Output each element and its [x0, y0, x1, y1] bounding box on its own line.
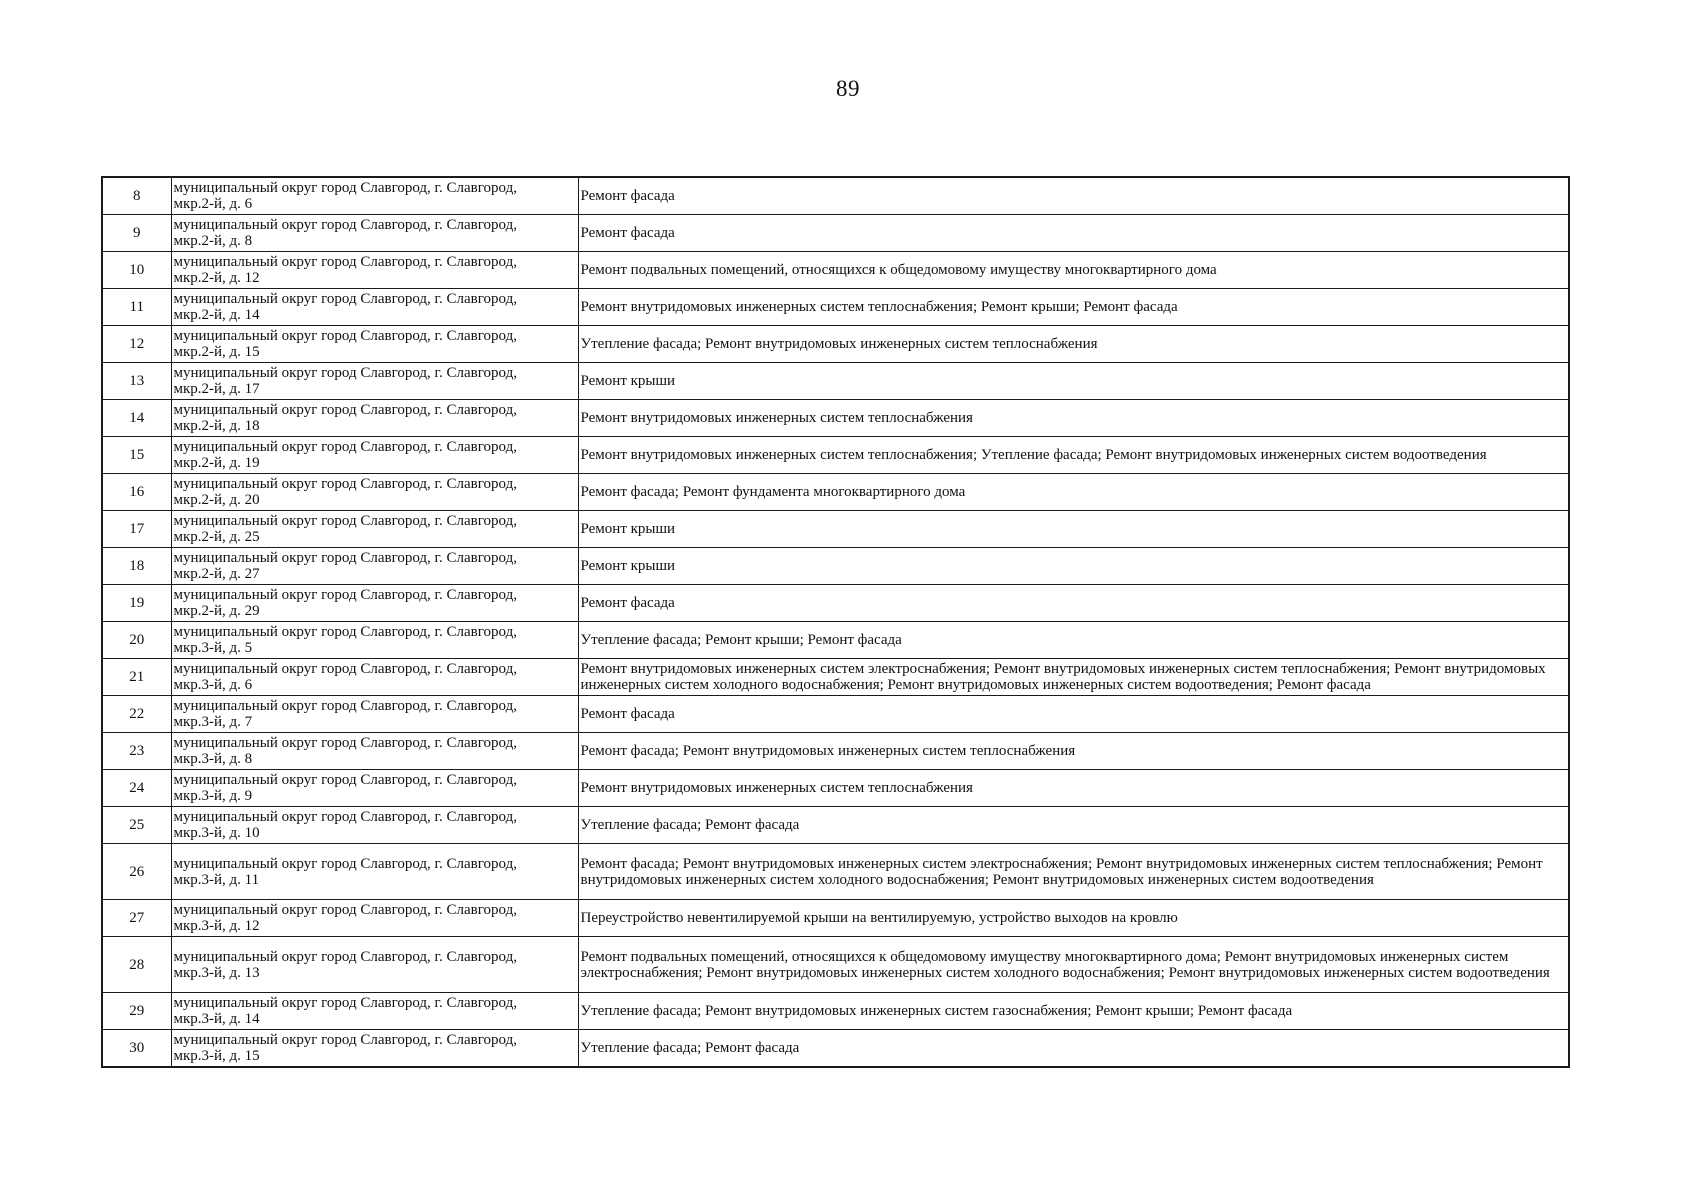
- address-line-1: муниципальный округ город Славгород, г. Славгород,: [173, 698, 517, 714]
- address-cell: [171, 474, 578, 511]
- table-row: [102, 363, 1569, 400]
- works-cell: [578, 585, 1569, 622]
- row-number: 11: [102, 289, 171, 326]
- works-text: Ремонт внутридомовых инженерных систем теплоснабжения; Утепление фасада; Ремонт внутридомовых инженерных систем водоотведения: [580, 447, 1487, 463]
- table-row: [102, 770, 1569, 807]
- works-text: Ремонт фасада: [580, 595, 675, 611]
- address-cell: [171, 585, 578, 622]
- address-cell: [171, 215, 578, 252]
- works-cell: [578, 844, 1569, 900]
- works-cell: [578, 511, 1569, 548]
- table-row: [102, 844, 1569, 900]
- table-row: [102, 400, 1569, 437]
- works-cell: [578, 696, 1569, 733]
- works-cell: [578, 252, 1569, 289]
- works-text: Ремонт подвальных помещений, относящихся к общедомовому имуществу многоквартирного дома: [580, 262, 1217, 278]
- works-text: Ремонт фасада: [580, 188, 675, 204]
- address-line-1: муниципальный округ город Славгород, г. Славгород,: [173, 902, 517, 918]
- row-number: 10: [102, 252, 171, 289]
- address-cell: [171, 659, 578, 696]
- works-cell: [578, 437, 1569, 474]
- address-cell: [171, 1030, 578, 1068]
- address-line-2: мкр.3-й, д. 7: [173, 714, 253, 730]
- row-number: 15: [102, 437, 171, 474]
- works-cell: [578, 400, 1569, 437]
- address-line-2: мкр.3-й, д. 8: [173, 751, 253, 767]
- repair-works-table: [101, 176, 1570, 1068]
- works-text: Ремонт фасада: [580, 225, 675, 241]
- works-text: Ремонт фасада: [580, 706, 675, 722]
- works-text: Утепление фасада; Ремонт фасада: [580, 817, 800, 833]
- works-text: Ремонт крыши: [580, 373, 676, 389]
- works-text: Ремонт внутридомовых инженерных систем теплоснабжения; Ремонт крыши; Ремонт фасада: [580, 299, 1178, 315]
- row-number: 14: [102, 400, 171, 437]
- address-line-1: муниципальный округ город Славгород, г. Славгород,: [173, 328, 517, 344]
- table-row: [102, 215, 1569, 252]
- row-number: 24: [102, 770, 171, 807]
- works-text: Ремонт крыши: [580, 521, 676, 537]
- address-line-2: мкр.2-й, д. 27: [173, 566, 260, 582]
- row-number: 27: [102, 900, 171, 937]
- works-cell: [578, 659, 1569, 696]
- table-row: [102, 252, 1569, 289]
- row-number: 13: [102, 363, 171, 400]
- address-line-1: муниципальный округ город Славгород, г. Славгород,: [173, 439, 517, 455]
- row-number: 29: [102, 993, 171, 1030]
- works-cell: [578, 993, 1569, 1030]
- works-text: Утепление фасада; Ремонт фасада: [580, 1040, 800, 1056]
- works-cell: [578, 177, 1569, 215]
- row-number: 21: [102, 659, 171, 696]
- table-body: [102, 177, 1569, 1067]
- address-line-1: муниципальный округ город Славгород, г. Славгород,: [173, 180, 517, 196]
- address-cell: [171, 326, 578, 363]
- works-cell: [578, 289, 1569, 326]
- address-cell: [171, 844, 578, 900]
- address-line-1: муниципальный округ город Славгород, г. Славгород,: [173, 513, 517, 529]
- works-cell: [578, 1030, 1569, 1068]
- table-row: [102, 326, 1569, 363]
- table-row: [102, 993, 1569, 1030]
- works-cell: [578, 326, 1569, 363]
- address-line-2: мкр.2-й, д. 17: [173, 381, 260, 397]
- row-number: 23: [102, 733, 171, 770]
- address-line-2: мкр.2-й, д. 6: [173, 196, 253, 212]
- row-number: 17: [102, 511, 171, 548]
- page-number: 89: [836, 76, 860, 101]
- works-text: Переустройство невентилируемой крыши на вентилируемую, устройство выходов на кровлю: [580, 910, 1178, 926]
- address-cell: [171, 252, 578, 289]
- table-row: [102, 937, 1569, 993]
- address-line-2: мкр.2-й, д. 20: [173, 492, 260, 508]
- address-line-2: мкр.2-й, д. 15: [173, 344, 260, 360]
- works-text: Ремонт подвальных помещений, относящихся к общедомовому имуществу многоквартирного дома; Ремонт внутридомовых инженерных систем электроснабжения; Ремонт внутридомовых инженерных систем холодного водоснабжения; Ремонт внутридомовых инженерных систем водоотведения: [580, 948, 1550, 981]
- row-number: 22: [102, 696, 171, 733]
- table-row: [102, 437, 1569, 474]
- row-number: 16: [102, 474, 171, 511]
- address-line-2: мкр.3-й, д. 5: [173, 640, 253, 656]
- table-row: [102, 733, 1569, 770]
- address-line-1: муниципальный округ город Славгород, г. Славгород,: [173, 365, 517, 381]
- row-number: 9: [102, 215, 171, 252]
- works-cell: [578, 548, 1569, 585]
- address-line-2: мкр.3-й, д. 9: [173, 788, 253, 804]
- works-text: Утепление фасада; Ремонт внутридомовых инженерных систем теплоснабжения: [580, 336, 1098, 352]
- row-number: 30: [102, 1030, 171, 1068]
- row-number: 12: [102, 326, 171, 363]
- table-row: [102, 900, 1569, 937]
- row-number: 26: [102, 844, 171, 900]
- address-line-1: муниципальный округ город Славгород, г. Славгород,: [173, 587, 517, 603]
- works-text: Ремонт внутридомовых инженерных систем электроснабжения; Ремонт внутридомовых инженерных систем теплоснабжения; Ремонт внутридомовых инженерных систем холодного водоснабжения; Ремонт внутридомовых инженерных систем водоотведения; Ремонт фасада: [580, 661, 1546, 693]
- table-row: [102, 696, 1569, 733]
- address-line-1: муниципальный округ город Славгород, г. Славгород,: [173, 291, 517, 307]
- address-cell: [171, 548, 578, 585]
- address-line-2: мкр.2-й, д. 12: [173, 270, 260, 286]
- address-line-2: мкр.3-й, д. 15: [173, 1048, 260, 1064]
- address-line-2: мкр.2-й, д. 29: [173, 603, 260, 619]
- address-cell: [171, 437, 578, 474]
- address-cell: [171, 993, 578, 1030]
- works-cell: [578, 363, 1569, 400]
- address-line-1: муниципальный округ город Славгород, г. Славгород,: [173, 995, 517, 1011]
- address-line-2: мкр.2-й, д. 8: [173, 233, 253, 249]
- address-cell: [171, 622, 578, 659]
- table-row: [102, 585, 1569, 622]
- table-row: [102, 807, 1569, 844]
- row-number: 28: [102, 937, 171, 993]
- table-row: [102, 1030, 1569, 1068]
- table-row: [102, 474, 1569, 511]
- works-cell: [578, 215, 1569, 252]
- works-text: Утепление фасада; Ремонт внутридомовых инженерных систем газоснабжения; Ремонт крыши; Ремонт фасада: [580, 1003, 1293, 1019]
- table-row: [102, 177, 1569, 215]
- address-cell: [171, 696, 578, 733]
- address-line-2: мкр.2-й, д. 14: [173, 307, 260, 323]
- address-line-1: муниципальный округ город Славгород, г. Славгород,: [173, 402, 517, 418]
- works-text: Ремонт внутридомовых инженерных систем теплоснабжения: [580, 410, 973, 426]
- address-line-1: муниципальный округ город Славгород, г. Славгород,: [173, 1032, 517, 1048]
- address-line-1: муниципальный округ город Славгород, г. Славгород,: [173, 624, 517, 640]
- works-cell: [578, 474, 1569, 511]
- address-line-1: муниципальный округ город Славгород, г. Славгород,: [173, 772, 517, 788]
- works-text: Ремонт фасада; Ремонт фундамента многоквартирного дома: [580, 484, 966, 500]
- works-cell: [578, 733, 1569, 770]
- address-line-2: мкр.3-й, д. 13: [173, 964, 260, 981]
- works-cell: [578, 937, 1569, 993]
- address-cell: [171, 289, 578, 326]
- address-cell: [171, 177, 578, 215]
- row-number: 19: [102, 585, 171, 622]
- address-line-1: муниципальный округ город Славгород, г. Славгород,: [173, 855, 517, 872]
- works-cell: [578, 622, 1569, 659]
- address-line-1: муниципальный округ город Славгород, г. Славгород,: [173, 217, 517, 233]
- address-line-2: мкр.3-й, д. 11: [173, 871, 260, 888]
- address-line-1: муниципальный округ город Славгород, г. Славгород,: [173, 948, 517, 965]
- address-line-1: муниципальный округ город Славгород, г. Славгород,: [173, 661, 517, 677]
- address-cell: [171, 400, 578, 437]
- works-text: Ремонт крыши: [580, 558, 676, 574]
- address-cell: [171, 770, 578, 807]
- works-text: Ремонт внутридомовых инженерных систем теплоснабжения: [580, 780, 973, 796]
- table-row: [102, 659, 1569, 696]
- address-line-2: мкр.3-й, д. 12: [173, 918, 260, 934]
- works-cell: [578, 770, 1569, 807]
- address-line-2: мкр.3-й, д. 10: [173, 825, 260, 841]
- address-cell: [171, 937, 578, 993]
- table-row: [102, 548, 1569, 585]
- works-cell: [578, 807, 1569, 844]
- works-text: Утепление фасада; Ремонт крыши; Ремонт фасада: [580, 632, 902, 648]
- works-cell: [578, 900, 1569, 937]
- address-line-1: муниципальный округ город Славгород, г. Славгород,: [173, 254, 517, 270]
- row-number: 18: [102, 548, 171, 585]
- address-cell: [171, 733, 578, 770]
- row-number: 20: [102, 622, 171, 659]
- row-number: 8: [102, 177, 171, 215]
- address-line-1: муниципальный округ город Славгород, г. Славгород,: [173, 735, 517, 751]
- address-line-2: мкр.2-й, д. 19: [173, 455, 260, 471]
- address-cell: [171, 900, 578, 937]
- address-line-2: мкр.3-й, д. 14: [173, 1011, 260, 1027]
- row-number: 25: [102, 807, 171, 844]
- address-cell: [171, 807, 578, 844]
- address-line-2: мкр.2-й, д. 18: [173, 418, 260, 434]
- address-line-2: мкр.2-й, д. 25: [173, 529, 260, 545]
- table-row: [102, 289, 1569, 326]
- works-text: Ремонт фасада; Ремонт внутридомовых инженерных систем электроснабжения; Ремонт внутридомовых инженерных систем теплоснабжения; Ремонт внутридомовых инженерных систем холодного водоснабжения; Ремонт внутридомовых инженерных систем водоотведения: [580, 855, 1543, 888]
- address-line-1: муниципальный округ город Славгород, г. Славгород,: [173, 476, 517, 492]
- works-text: Ремонт фасада; Ремонт внутридомовых инженерных систем теплоснабжения: [580, 743, 1076, 759]
- address-line-1: муниципальный округ город Славгород, г. Славгород,: [173, 550, 517, 566]
- address-line-2: мкр.3-й, д. 6: [173, 677, 253, 693]
- table-row: [102, 622, 1569, 659]
- table-row: [102, 511, 1569, 548]
- address-cell: [171, 363, 578, 400]
- address-line-1: муниципальный округ город Славгород, г. Славгород,: [173, 809, 517, 825]
- address-cell: [171, 511, 578, 548]
